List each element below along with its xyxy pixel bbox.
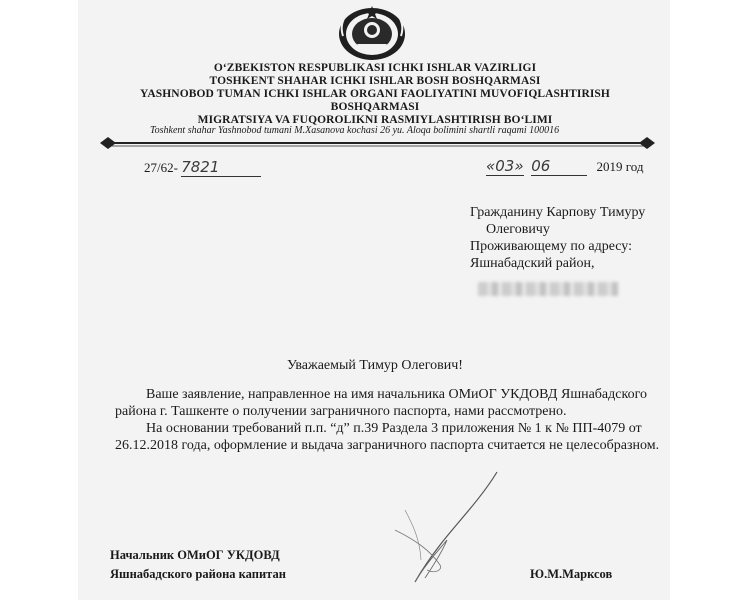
recipient-line-4: Яшнабадский район, [470, 256, 595, 271]
header-divider [100, 136, 655, 150]
body-line-3: На основании требований п.п. “д” п.39 Раздела 3 приложения № 1 к № ПП-4079 от [146, 421, 642, 436]
org-line-2: TOSHKENT SHAHAR ICHKI ISHLAR BOSH BOSHQARMASI [209, 75, 541, 87]
redacted-address [478, 282, 618, 296]
org-line-3: YASHNOBOD TUMAN ICHKI ISHLAR ORGANI FAOLIYATINI MUVOFIQLASHTIRISH [140, 88, 610, 100]
body-line-1: Ваше заявление, направленное на имя начальника ОМиОГ УКДОВД Яшнабадского [146, 387, 647, 402]
recipient-line-3: Проживающему по адресу: [470, 239, 633, 254]
signatory-name: Ю.М.Марксов [530, 567, 613, 581]
registry-number [144, 158, 261, 177]
date-month: 06 [531, 157, 587, 176]
org-line-1: O‘ZBEKISTON RESPUBLIKASI ICHKI ISHLAR VAZIRLIGI [213, 62, 537, 74]
signatory-title-line-1: Начальник ОМиОГ УКДОВД [110, 548, 280, 562]
org-address: Toshkent shahar Yashnobod tumani M.Xasanova kochasi 26 yu. Aloqa bolimini shartli raqami 100016 [150, 125, 560, 136]
org-line-5: MIGRATSIYA VA FUQOROLIKNI RASMIYLASHTIRISH BO‘LIMI [197, 114, 553, 126]
date-year: 2019 год [596, 159, 644, 174]
recipient-line-2: Олеговичу [486, 222, 550, 237]
signatory-title-line-2: Яшнабадского района капитан [110, 567, 286, 581]
registry-handwritten-number: 7821 [181, 158, 261, 177]
body-line-4: 26.12.2018 года, оформление и выдача заграничного паспорта считается не целесобразном. [115, 438, 660, 453]
state-emblem-icon [335, 4, 409, 62]
org-line-4: BOSHQARMASI [330, 101, 420, 113]
date-day: «03» [486, 157, 524, 175]
salutation: Уважаемый Тимур Олегович! [287, 358, 463, 373]
registry-prefix: 27/62- [144, 160, 178, 175]
recipient-line-1: Гражданину Карпову Тимуру [470, 205, 646, 220]
handwritten-signature [385, 470, 515, 590]
body-line-2: района г. Ташкенте о получении заграничного паспорта, нами рассмотрено. [115, 404, 567, 419]
document-date [486, 157, 644, 176]
